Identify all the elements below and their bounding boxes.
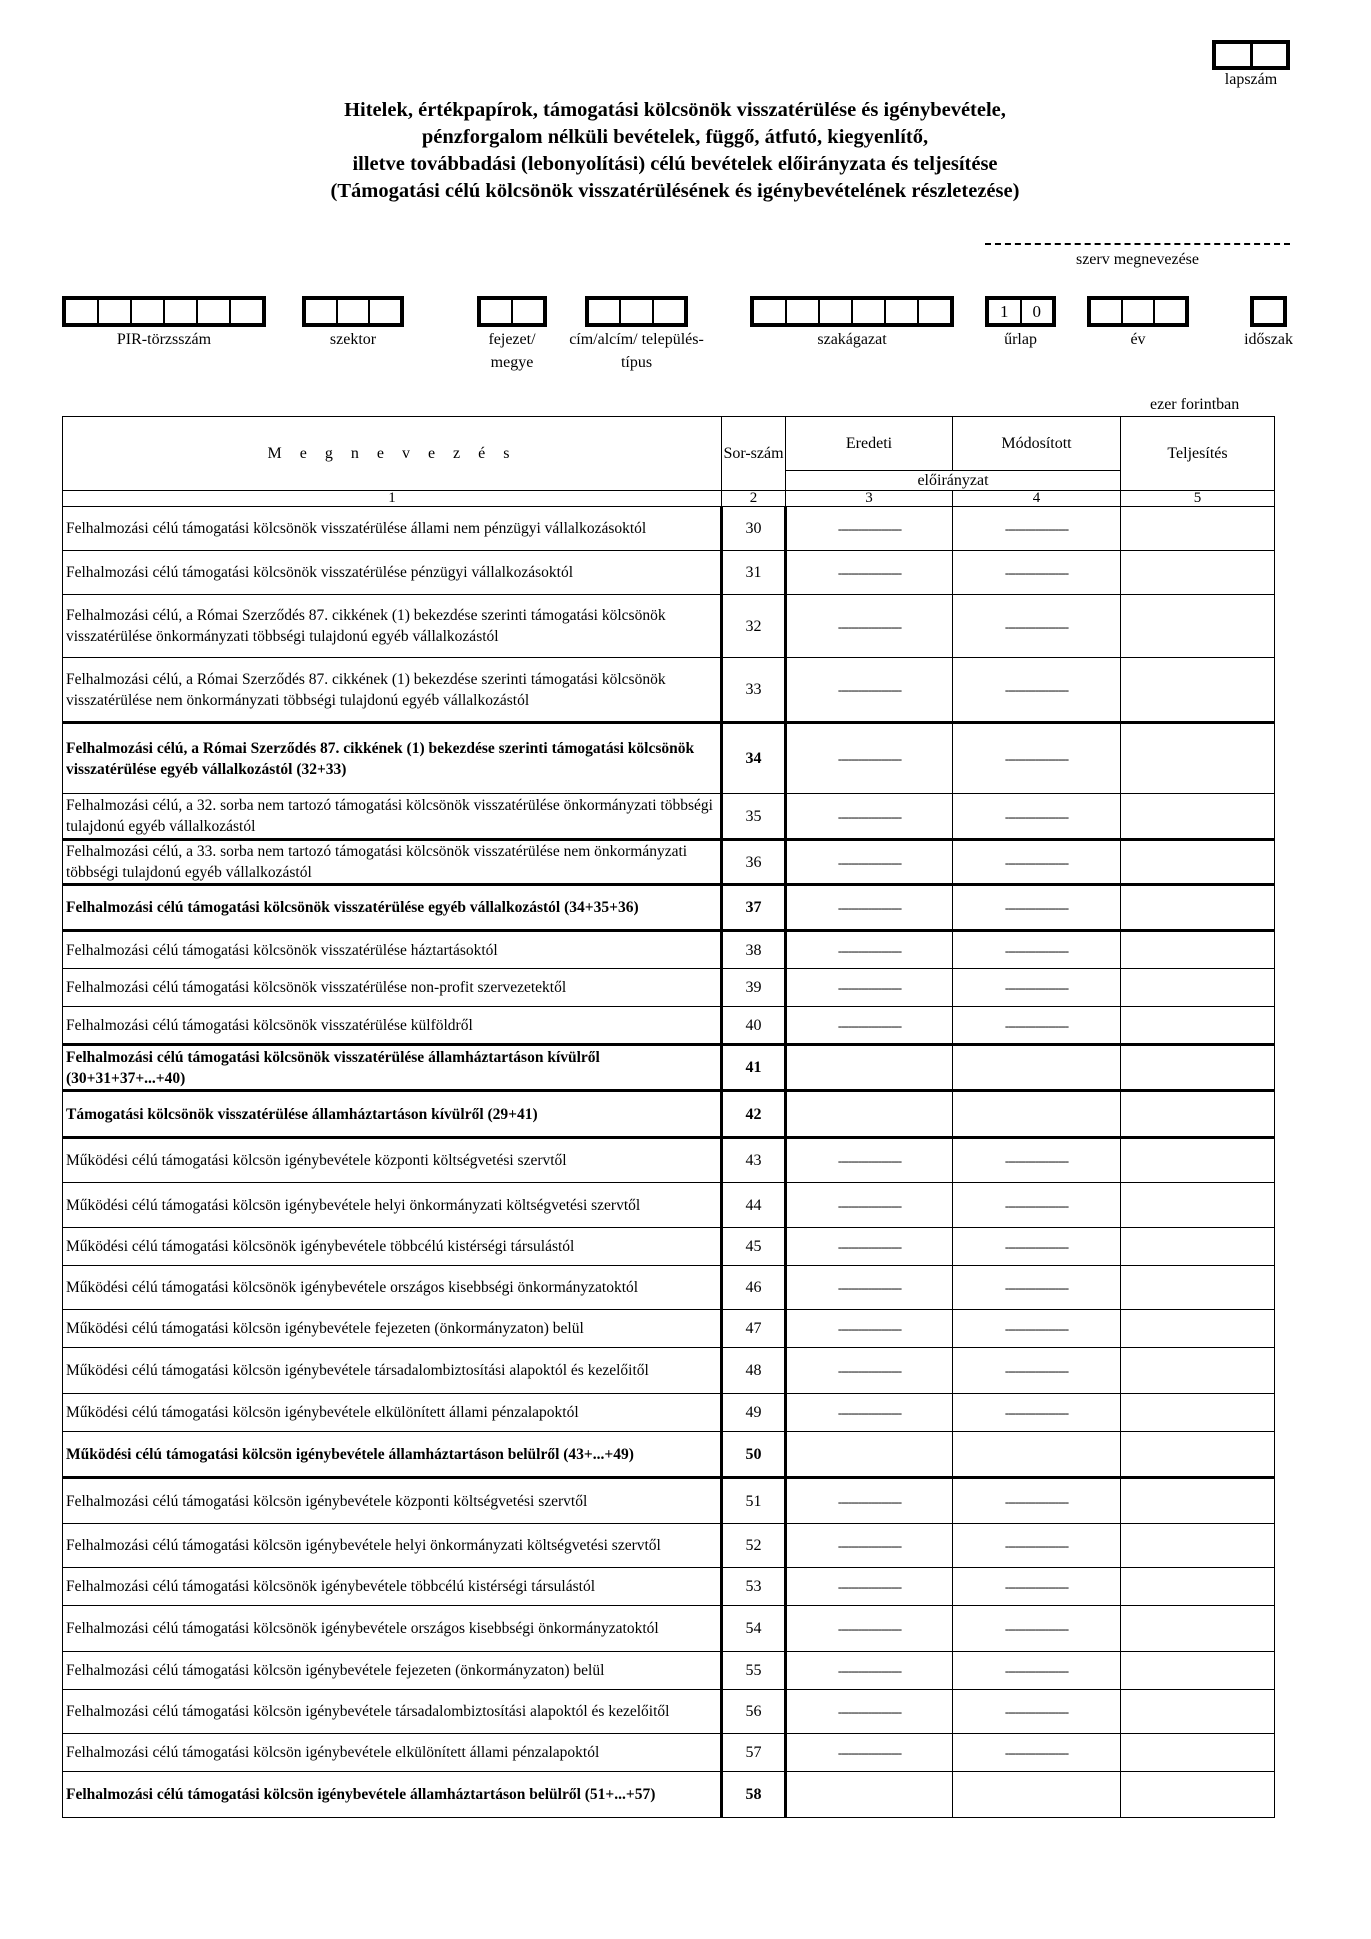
row-number: 55: [722, 1652, 786, 1690]
teljesites-cell[interactable]: [1121, 794, 1275, 840]
code-boxes: [302, 296, 404, 327]
row-name: Felhalmozási célú, a Római Szerződés 87. cikkének (1) bekezdése szerinti támogatási kölcsönök visszatérülése nem önkormányzati többségi tulajdonú egyéb vállalkozástól: [63, 658, 722, 723]
modositott-cell: -------------------: [953, 1228, 1121, 1266]
code-field-group: [985, 296, 1056, 348]
code-label: szektor: [329, 331, 377, 348]
modositott-cell: -------------------: [953, 969, 1121, 1007]
eredeti-cell[interactable]: [786, 1091, 953, 1138]
eredeti-cell: -------------------: [786, 658, 953, 723]
row-number: 39: [722, 969, 786, 1007]
row-name: Felhalmozási célú támogatási kölcsönök visszatérülése egyéb vállalkozástól (34+35+36): [63, 885, 722, 931]
code-boxes: [1087, 296, 1189, 327]
eredeti-cell: -------------------: [786, 1348, 953, 1394]
row-number: 44: [722, 1183, 786, 1228]
row-name: Felhalmozási célú támogatási kölcsön igénybevétele társadalombiztosítási alapoktól és kezelőitől: [63, 1690, 722, 1734]
eredeti-cell: -------------------: [786, 1652, 953, 1690]
code-box[interactable]: [481, 300, 511, 323]
row-name: Felhalmozási célú támogatási kölcsön igénybevétele központi költségvetési szervtől: [63, 1478, 722, 1524]
teljesites-cell[interactable]: [1121, 1007, 1275, 1045]
modositott-cell: -------------------: [953, 1183, 1121, 1228]
row-number: 40: [722, 1007, 786, 1045]
code-box[interactable]: [1254, 300, 1283, 323]
code-field-group: [569, 296, 704, 371]
row-name: Felhalmozási célú, a 32. sorba nem tartozó támogatási kölcsönök visszatérülése önkormányzati többségi tulajdonú egyéb vállalkozástól: [63, 794, 722, 840]
table-row: [63, 1394, 1275, 1432]
table-row: [63, 551, 1275, 595]
teljesites-cell[interactable]: [1121, 1478, 1275, 1524]
table-row: [63, 1690, 1275, 1734]
modositott-cell: -------------------: [953, 1606, 1121, 1652]
page-number-label: lapszám: [1224, 71, 1278, 88]
teljesites-cell[interactable]: [1121, 1432, 1275, 1478]
modositott-cell: -------------------: [953, 1266, 1121, 1310]
eredeti-cell: -------------------: [786, 551, 953, 595]
eredeti-cell: -------------------: [786, 1734, 953, 1772]
table-row: [63, 1652, 1275, 1690]
title-line: Hitelek, értékpapírok, támogatási kölcsönök visszatérülése és igénybevétele,: [344, 99, 1006, 121]
code-label: év: [1130, 331, 1146, 348]
table-row: [63, 1045, 1275, 1091]
code-box[interactable]: [368, 300, 400, 323]
row-name: Felhalmozási célú támogatási kölcsön igénybevétele elkülönített állami pénzalapoktól: [63, 1734, 722, 1772]
code-fields: [0, 296, 1371, 376]
row-number: 35: [722, 794, 786, 840]
code-box[interactable]: [818, 300, 851, 323]
title-line: pénzforgalom nélküli bevételek, függő, átfutó, kiegyenlítő,: [421, 126, 929, 148]
form-table: [62, 416, 1275, 1818]
code-box[interactable]: [1091, 300, 1121, 323]
header-sorszam: Sor-szám: [722, 417, 786, 491]
row-number: 37: [722, 885, 786, 931]
modositott-cell: -------------------: [953, 885, 1121, 931]
teljesites-cell[interactable]: [1121, 1394, 1275, 1432]
modositott-cell[interactable]: [953, 1045, 1121, 1091]
row-name: Működési célú támogatási kölcsön igénybevétele fejezeten (önkormányzaton) belül: [63, 1310, 722, 1348]
code-box[interactable]: [336, 300, 368, 323]
row-number: 38: [722, 931, 786, 969]
row-name: Felhalmozási célú, a 33. sorba nem tartozó támogatási kölcsönök visszatérülése nem önkormányzati többségi tulajdonú egyéb vállalkozástól: [63, 840, 722, 885]
teljesites-cell[interactable]: [1121, 1045, 1275, 1091]
table-row: [63, 794, 1275, 840]
code-label: időszak: [1244, 331, 1293, 348]
row-name: Felhalmozási célú támogatási kölcsönök igénybevétele többcélú kistérségi társulástól: [63, 1568, 722, 1606]
table-row: [63, 1091, 1275, 1138]
teljesites-cell[interactable]: [1121, 1348, 1275, 1394]
code-box[interactable]: [1121, 300, 1153, 323]
column-number: 1: [63, 491, 722, 507]
row-name: Működési célú támogatási kölcsön igénybevétele központi költségvetési szervtől: [63, 1138, 722, 1183]
modositott-cell[interactable]: [953, 1091, 1121, 1138]
row-name: Felhalmozási célú támogatási kölcsönök visszatérülése államháztartáson kívülről (30+31+37+...+40): [63, 1045, 722, 1091]
row-number: 58: [722, 1772, 786, 1818]
code-field-group: [1087, 296, 1189, 348]
teljesites-cell[interactable]: [1121, 840, 1275, 885]
table-row: [63, 1606, 1275, 1652]
table-row: [63, 1228, 1275, 1266]
row-name: Működési célú támogatási kölcsönök igénybevétele többcélú kistérségi társulástól: [63, 1228, 722, 1266]
modositott-cell: -------------------: [953, 507, 1121, 551]
code-boxes: [477, 296, 547, 327]
eredeti-cell: -------------------: [786, 1266, 953, 1310]
row-number: 36: [722, 840, 786, 885]
eredeti-cell[interactable]: [786, 1432, 953, 1478]
eredeti-cell: -------------------: [786, 1183, 953, 1228]
row-number: 54: [722, 1606, 786, 1652]
eredeti-cell: -------------------: [786, 723, 953, 794]
teljesites-cell[interactable]: [1121, 1568, 1275, 1606]
row-number: 33: [722, 658, 786, 723]
eredeti-cell: -------------------: [786, 595, 953, 658]
row-number: 46: [722, 1266, 786, 1310]
row-number: 50: [722, 1432, 786, 1478]
eredeti-cell: -------------------: [786, 885, 953, 931]
code-field-group: [62, 296, 266, 348]
organization-name-field[interactable]: [985, 243, 1290, 269]
code-box[interactable]: [754, 300, 785, 323]
row-number: 48: [722, 1348, 786, 1394]
code-box[interactable]: [652, 300, 684, 323]
teljesites-cell[interactable]: [1121, 723, 1275, 794]
table-row: [63, 931, 1275, 969]
modositott-cell: -------------------: [953, 1568, 1121, 1606]
modositott-cell: -------------------: [953, 840, 1121, 885]
code-box[interactable]: [306, 300, 336, 323]
table-row: [63, 1310, 1275, 1348]
row-name: Felhalmozási célú támogatási kölcsönök igénybevétele országos kisebbségi önkormányzatoktól: [63, 1606, 722, 1652]
teljesites-cell[interactable]: [1121, 1524, 1275, 1568]
code-box[interactable]: [130, 300, 163, 323]
eredeti-cell: -------------------: [786, 1007, 953, 1045]
modositott-cell: -------------------: [953, 931, 1121, 969]
teljesites-cell[interactable]: [1121, 1091, 1275, 1138]
row-number: 53: [722, 1568, 786, 1606]
page-number-field: [1212, 40, 1290, 89]
modositott-cell[interactable]: [953, 1432, 1121, 1478]
row-number: 32: [722, 595, 786, 658]
table-row: [63, 595, 1275, 658]
row-number: 31: [722, 551, 786, 595]
modositott-cell: -------------------: [953, 1007, 1121, 1045]
teljesites-cell[interactable]: [1121, 885, 1275, 931]
modositott-cell: -------------------: [953, 1138, 1121, 1183]
eredeti-cell: -------------------: [786, 931, 953, 969]
table-row: [63, 1734, 1275, 1772]
teljesites-cell[interactable]: [1121, 507, 1275, 551]
row-number: 45: [722, 1228, 786, 1266]
code-boxes: [750, 296, 954, 327]
modositott-cell: -------------------: [953, 1652, 1121, 1690]
teljesites-cell[interactable]: [1121, 1690, 1275, 1734]
modositott-cell: -------------------: [953, 1348, 1121, 1394]
teljesites-cell[interactable]: [1121, 969, 1275, 1007]
eredeti-cell: -------------------: [786, 969, 953, 1007]
teljesites-cell[interactable]: [1121, 931, 1275, 969]
column-number: 3: [786, 491, 953, 507]
table-row: [63, 507, 1275, 551]
modositott-cell: -------------------: [953, 1478, 1121, 1524]
eredeti-cell: -------------------: [786, 1478, 953, 1524]
code-box[interactable]: [884, 300, 917, 323]
table-row: [63, 723, 1275, 794]
code-field-group: [1244, 296, 1293, 348]
table-row: [63, 1183, 1275, 1228]
organization-name-line: [985, 243, 1290, 251]
code-boxes: [1250, 296, 1287, 327]
header-eredeti: Eredeti: [786, 417, 953, 471]
code-box[interactable]: 1: [1000, 301, 1009, 321]
row-name: Felhalmozási célú, a Római Szerződés 87. cikkének (1) bekezdése szerinti támogatási kölcsönök visszatérülése önkormányzati többségi tulajdonú egyéb vállalkozástól: [63, 595, 722, 658]
row-name: Támogatási kölcsönök visszatérülése államháztartáson kívülről (29+41): [63, 1091, 722, 1138]
code-label: cím/alcím/ település-típus: [569, 331, 704, 371]
code-boxes: [985, 296, 1056, 327]
code-box[interactable]: [1153, 300, 1185, 323]
table-row: [63, 1007, 1275, 1045]
teljesites-cell[interactable]: [1121, 1138, 1275, 1183]
teljesites-cell[interactable]: [1121, 595, 1275, 658]
row-name: Felhalmozási célú támogatási kölcsönök visszatérülése non-profit szervezetektől: [63, 969, 722, 1007]
modositott-cell: -------------------: [953, 595, 1121, 658]
code-box[interactable]: [851, 300, 884, 323]
teljesites-cell[interactable]: [1121, 1772, 1275, 1818]
eredeti-cell[interactable]: [786, 1045, 953, 1091]
row-name: Felhalmozási célú támogatási kölcsön igénybevétele fejezeten (önkormányzaton) belül: [63, 1652, 722, 1690]
row-name: Felhalmozási célú támogatási kölcsönök visszatérülése háztartásoktól: [63, 931, 722, 969]
eredeti-cell: -------------------: [786, 1568, 953, 1606]
code-box[interactable]: 0: [1020, 300, 1053, 323]
eredeti-cell: -------------------: [786, 1606, 953, 1652]
eredeti-cell: -------------------: [786, 840, 953, 885]
row-number: 51: [722, 1478, 786, 1524]
row-number: 42: [722, 1091, 786, 1138]
table-row: [63, 969, 1275, 1007]
table-row: [63, 658, 1275, 723]
row-number: 52: [722, 1524, 786, 1568]
row-name: Működési célú támogatási kölcsön igénybevétele helyi önkormányzati költségvetési szervtől: [63, 1183, 722, 1228]
column-number: 5: [1121, 491, 1275, 507]
teljesites-cell[interactable]: [1121, 1228, 1275, 1266]
row-number: 49: [722, 1394, 786, 1432]
modositott-cell: -------------------: [953, 1734, 1121, 1772]
teljesites-cell[interactable]: [1121, 551, 1275, 595]
modositott-cell: -------------------: [953, 551, 1121, 595]
header-teljesites: Teljesítés: [1121, 417, 1275, 491]
page-number-boxes[interactable]: [1212, 40, 1290, 70]
table-row: [63, 885, 1275, 931]
teljesites-cell[interactable]: [1121, 1310, 1275, 1348]
table-row: [63, 840, 1275, 885]
title-line: illetve továbbadási (lebonyolítási) célú bevételek előirányzata és teljesítése: [352, 153, 998, 175]
row-number: 34: [722, 723, 786, 794]
row-name: Működési célú támogatási kölcsön igénybevétele társadalombiztosítási alapoktól és kezelőitől: [63, 1348, 722, 1394]
row-number: 30: [722, 507, 786, 551]
table-row: [63, 1478, 1275, 1524]
modositott-cell: -------------------: [953, 1394, 1121, 1432]
row-name: Működési célú támogatási kölcsönök igénybevétele országos kisebbségi önkormányzatoktól: [63, 1266, 722, 1310]
eredeti-cell: -------------------: [786, 1138, 953, 1183]
row-name: Felhalmozási célú támogatási kölcsön igénybevétele helyi önkormányzati költségvetési szervtől: [63, 1524, 722, 1568]
table-row: [63, 1138, 1275, 1183]
row-name: Felhalmozási célú támogatási kölcsönök visszatérülése állami nem pénzügyi vállalkozásoktól: [63, 507, 722, 551]
eredeti-cell: -------------------: [786, 1690, 953, 1734]
teljesites-cell[interactable]: [1121, 1734, 1275, 1772]
header-modositott: Módosított: [953, 417, 1121, 471]
code-field-group: [750, 296, 954, 348]
modositott-cell: -------------------: [953, 658, 1121, 723]
row-number: 57: [722, 1734, 786, 1772]
teljesites-cell[interactable]: [1121, 1652, 1275, 1690]
row-name: Felhalmozási célú támogatási kölcsönök visszatérülése pénzügyi vállalkozásoktól: [63, 551, 722, 595]
organization-name-label: szerv megnevezése: [1075, 251, 1200, 268]
code-field-group: [302, 296, 404, 348]
code-boxes: [585, 296, 688, 327]
column-number: 2: [722, 491, 786, 507]
row-number: 41: [722, 1045, 786, 1091]
code-label: PIR-törzsszám: [116, 331, 212, 348]
table-row: [63, 1524, 1275, 1568]
modositott-cell: -------------------: [953, 794, 1121, 840]
teljesites-cell[interactable]: [1121, 658, 1275, 723]
eredeti-cell[interactable]: [786, 1772, 953, 1818]
row-name: Felhalmozási célú, a Római Szerződés 87. cikkének (1) bekezdése szerinti támogatási kölcsönök visszatérülése egyéb vállalkozástól (32+33): [63, 723, 722, 794]
code-label: szakágazat: [817, 331, 887, 348]
code-box[interactable]: [163, 300, 196, 323]
code-box[interactable]: [97, 300, 130, 323]
modositott-cell: -------------------: [953, 1690, 1121, 1734]
eredeti-cell: -------------------: [786, 794, 953, 840]
header-megnevezes: M e g n e v e z é s: [63, 417, 722, 491]
row-name: Működési célú támogatási kölcsön igénybevétele államháztartáson belülről (43+...+49): [63, 1432, 722, 1478]
header-eloiranyzat: előirányzat: [786, 471, 1121, 491]
code-box[interactable]: [66, 300, 97, 323]
modositott-cell[interactable]: [953, 1772, 1121, 1818]
unit-label: ezer forintban: [1150, 396, 1240, 413]
document-title: [200, 97, 1150, 205]
title-line: (Támogatási célú kölcsönök visszatérülésének és igénybevételének részletezése): [330, 180, 1020, 202]
code-box[interactable]: [229, 300, 262, 323]
code-field-group: [477, 296, 547, 371]
teljesites-cell[interactable]: [1121, 1183, 1275, 1228]
eredeti-cell: -------------------: [786, 1310, 953, 1348]
teljesites-cell[interactable]: [1121, 1266, 1275, 1310]
code-boxes: [62, 296, 266, 327]
code-box[interactable]: [619, 300, 651, 323]
code-box[interactable]: [785, 300, 818, 323]
eredeti-cell: -------------------: [786, 1228, 953, 1266]
teljesites-cell[interactable]: [1121, 1606, 1275, 1652]
row-name: Működési célú támogatási kölcsön igénybevétele elkülönített állami pénzalapoktól: [63, 1394, 722, 1432]
table-row: [63, 1266, 1275, 1310]
code-box[interactable]: [196, 300, 229, 323]
code-box[interactable]: [589, 300, 619, 323]
table-row: [63, 1348, 1275, 1394]
modositott-cell: -------------------: [953, 1310, 1121, 1348]
row-number: 43: [722, 1138, 786, 1183]
modositott-cell: -------------------: [953, 1524, 1121, 1568]
code-box[interactable]: [917, 300, 950, 323]
eredeti-cell: -------------------: [786, 507, 953, 551]
row-number: 56: [722, 1690, 786, 1734]
table-row: [63, 1432, 1275, 1478]
modositott-cell: -------------------: [953, 723, 1121, 794]
code-label: fejezet/ megye: [488, 331, 536, 371]
column-number: 4: [953, 491, 1121, 507]
table-row: [63, 1772, 1275, 1818]
eredeti-cell: -------------------: [786, 1394, 953, 1432]
eredeti-cell: -------------------: [786, 1524, 953, 1568]
row-name: Felhalmozási célú támogatási kölcsön igénybevétele államháztartáson belülről (51+...+57): [63, 1772, 722, 1818]
code-box[interactable]: [511, 300, 543, 323]
row-name: Felhalmozási célú támogatási kölcsönök visszatérülése külföldről: [63, 1007, 722, 1045]
table-row: [63, 1568, 1275, 1606]
code-label: űrlap: [1004, 331, 1037, 348]
row-number: 47: [722, 1310, 786, 1348]
